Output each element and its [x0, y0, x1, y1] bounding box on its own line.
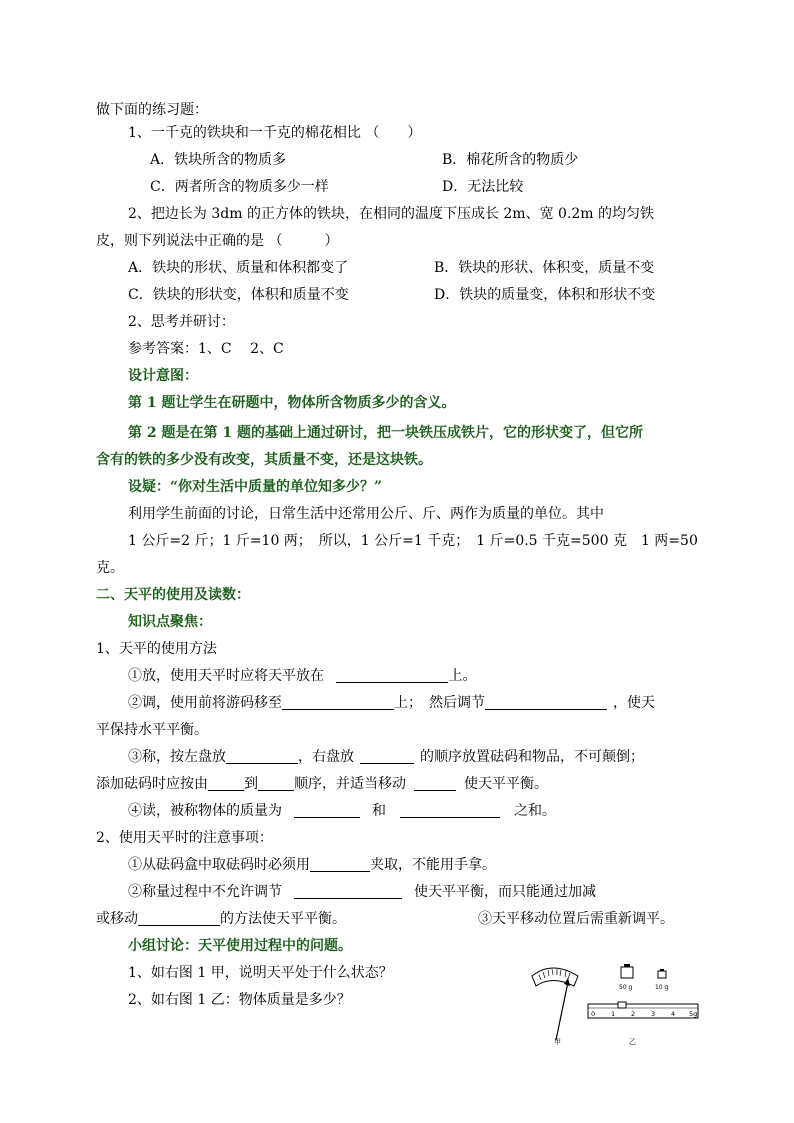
text-line: 1 公斤=2 斤；1 斤=10 两； 所以，1 公斤=1 千克； 1 斤=0.5 千克=500 克 1 两=50: [128, 533, 698, 549]
fill-line: [128, 802, 556, 820]
rider-scale: [588, 1002, 698, 1018]
discussion-heading: 小组讨论：天平使用过程中的问题。: [128, 938, 352, 954]
fill-line: [128, 694, 655, 712]
text-line: 做下面的练习题：: [96, 102, 208, 118]
option-b: B．棉花所含的物质少: [442, 152, 579, 168]
answer-blank[interactable]: [226, 749, 298, 764]
option-a: A．铁块的形状、质量和体积都变了: [128, 260, 349, 276]
svg-text:3: 3: [651, 1010, 656, 1018]
text-line: 克。: [96, 560, 124, 576]
text-segment: 和: [372, 803, 386, 819]
answer-blank[interactable]: [310, 857, 370, 872]
option-c: C．两者所含的物质多少一样: [150, 179, 329, 195]
text-segment: 添加砝码时应按由: [96, 776, 208, 792]
svg-text:50 g: 50 g: [619, 984, 633, 991]
text-segment: ④读，被称物体的质量为: [128, 803, 282, 819]
text-segment: 到: [244, 776, 258, 792]
option-c: C．铁块的形状变，体积和质量不变: [128, 287, 349, 303]
fill-line: [128, 748, 644, 766]
answer-blank[interactable]: [208, 776, 244, 791]
weight-10g: [655, 969, 669, 991]
text-segment: ②调，使用前将游码移至: [128, 695, 282, 711]
weight-50g: [619, 964, 633, 991]
fill-line: [96, 910, 346, 928]
text-line: 2、使用天平时的注意事项：: [96, 830, 273, 846]
svg-text:1: 1: [611, 1010, 616, 1018]
answer-line: 参考答案：1、C 2、C: [128, 341, 284, 357]
text-segment: ②称量过程中不允许调节: [128, 884, 282, 900]
text-line: ③天平移动位置后需重新调平。: [478, 911, 674, 927]
option-d: D．无法比较: [442, 179, 524, 195]
text-line: 利用学生前面的讨论，日常生活中还常用公斤、斤、两作为质量的单位。其中: [128, 506, 604, 522]
text-segment: ，使天: [613, 695, 655, 711]
text-segment: 或移动: [96, 911, 138, 927]
design-heading: 设计意图：: [128, 368, 198, 384]
text-segment: 之和。: [514, 803, 556, 819]
text-segment: 上； 然后调节: [394, 695, 485, 711]
text-line: 1、如右图 1 甲，说明天平处于什么状态？: [128, 965, 393, 981]
question-1: 1、一千克的铁块和一千克的棉花相比 （ ）: [128, 125, 422, 141]
answer-blank[interactable]: [294, 884, 402, 899]
text-segment: 使天平平衡。: [464, 776, 548, 792]
svg-text:4: 4: [671, 1010, 676, 1018]
option-a: A．铁块所含的物质多: [150, 152, 287, 168]
svg-text:10 g: 10 g: [655, 984, 669, 991]
balance-dial: [532, 968, 578, 1040]
label-yi: 乙: [629, 1038, 636, 1046]
text-segment: ①从砝码盒中取砝码时必须用: [128, 857, 310, 873]
answer-blank[interactable]: [282, 695, 394, 710]
text-segment: 使天平平衡，而只能通过加减: [414, 884, 596, 900]
text-segment: 顺序，并适当移动: [294, 776, 406, 792]
option-b: B．铁块的形状、体积变，质量不变: [434, 260, 655, 276]
text-segment: 的方法使天平平衡。: [220, 911, 346, 927]
pointer-needle: [556, 982, 568, 1040]
text-segment: ①放，使用天平时应将天平放在: [128, 668, 324, 684]
svg-text:0: 0: [591, 1010, 596, 1018]
fill-line: [128, 856, 496, 874]
balance-figure: [530, 958, 705, 1048]
subsection-heading: 知识点聚焦：: [128, 614, 212, 630]
question-2-cont: 皮，则下列说法中正确的是 （ ）: [96, 233, 339, 249]
option-d: D．铁块的质量变，体积和形状不变: [434, 287, 656, 303]
answer-blank[interactable]: [400, 803, 500, 818]
text-line: 2、如右图 1 乙：物体质量是多少？: [128, 992, 351, 1008]
text-segment: 夹取，不能用手拿。: [370, 857, 496, 873]
text-segment: 上。: [448, 668, 477, 684]
text-segment: ，右盘放: [298, 749, 354, 765]
label-jia: 甲: [554, 1038, 561, 1046]
text-line: 1、天平的使用方法: [96, 641, 217, 657]
answer-blank[interactable]: [485, 695, 607, 710]
answer-blank[interactable]: [294, 803, 360, 818]
text-line: 2、思考并研讨：: [128, 314, 235, 330]
answer-blank[interactable]: [258, 776, 294, 791]
fill-line: [128, 883, 596, 901]
text-line: 平保持水平平衡。: [96, 722, 208, 738]
answer-blank[interactable]: [138, 911, 220, 926]
fill-line: [96, 775, 548, 793]
question-heading: 设疑：“你对生活中质量的单位知多少？”: [128, 479, 383, 495]
answer-blank[interactable]: [336, 668, 448, 683]
text-segment: ③称，按左盘放: [128, 749, 226, 765]
design-text: 含有的铁的多少没有改变，其质量不变，还是这块铁。: [96, 452, 432, 468]
svg-text:2: 2: [631, 1010, 636, 1018]
section-heading: 二、天平的使用及读数：: [96, 587, 250, 603]
answer-blank[interactable]: [414, 776, 456, 791]
text-segment: 的顺序放置砝码和物品，不可颠倒；: [420, 749, 644, 765]
fill-line: [128, 667, 476, 685]
answer-blank[interactable]: [360, 749, 414, 764]
design-text: 第 2 题是在第 1 题的基础上通过研讨，把一块铁压成铁片，它的形状变了，但它所: [128, 425, 643, 441]
design-text: 第 1 题让学生在研题中，物体所含物质多少的含义。: [128, 395, 456, 411]
rider: [618, 1002, 626, 1008]
svg-text:5g: 5g: [689, 1010, 698, 1018]
question-2: 2、把边长为 3dm 的正方体的铁块，在相同的温度下压成长 2m、宽 0.2m 的均匀铁: [128, 206, 655, 222]
